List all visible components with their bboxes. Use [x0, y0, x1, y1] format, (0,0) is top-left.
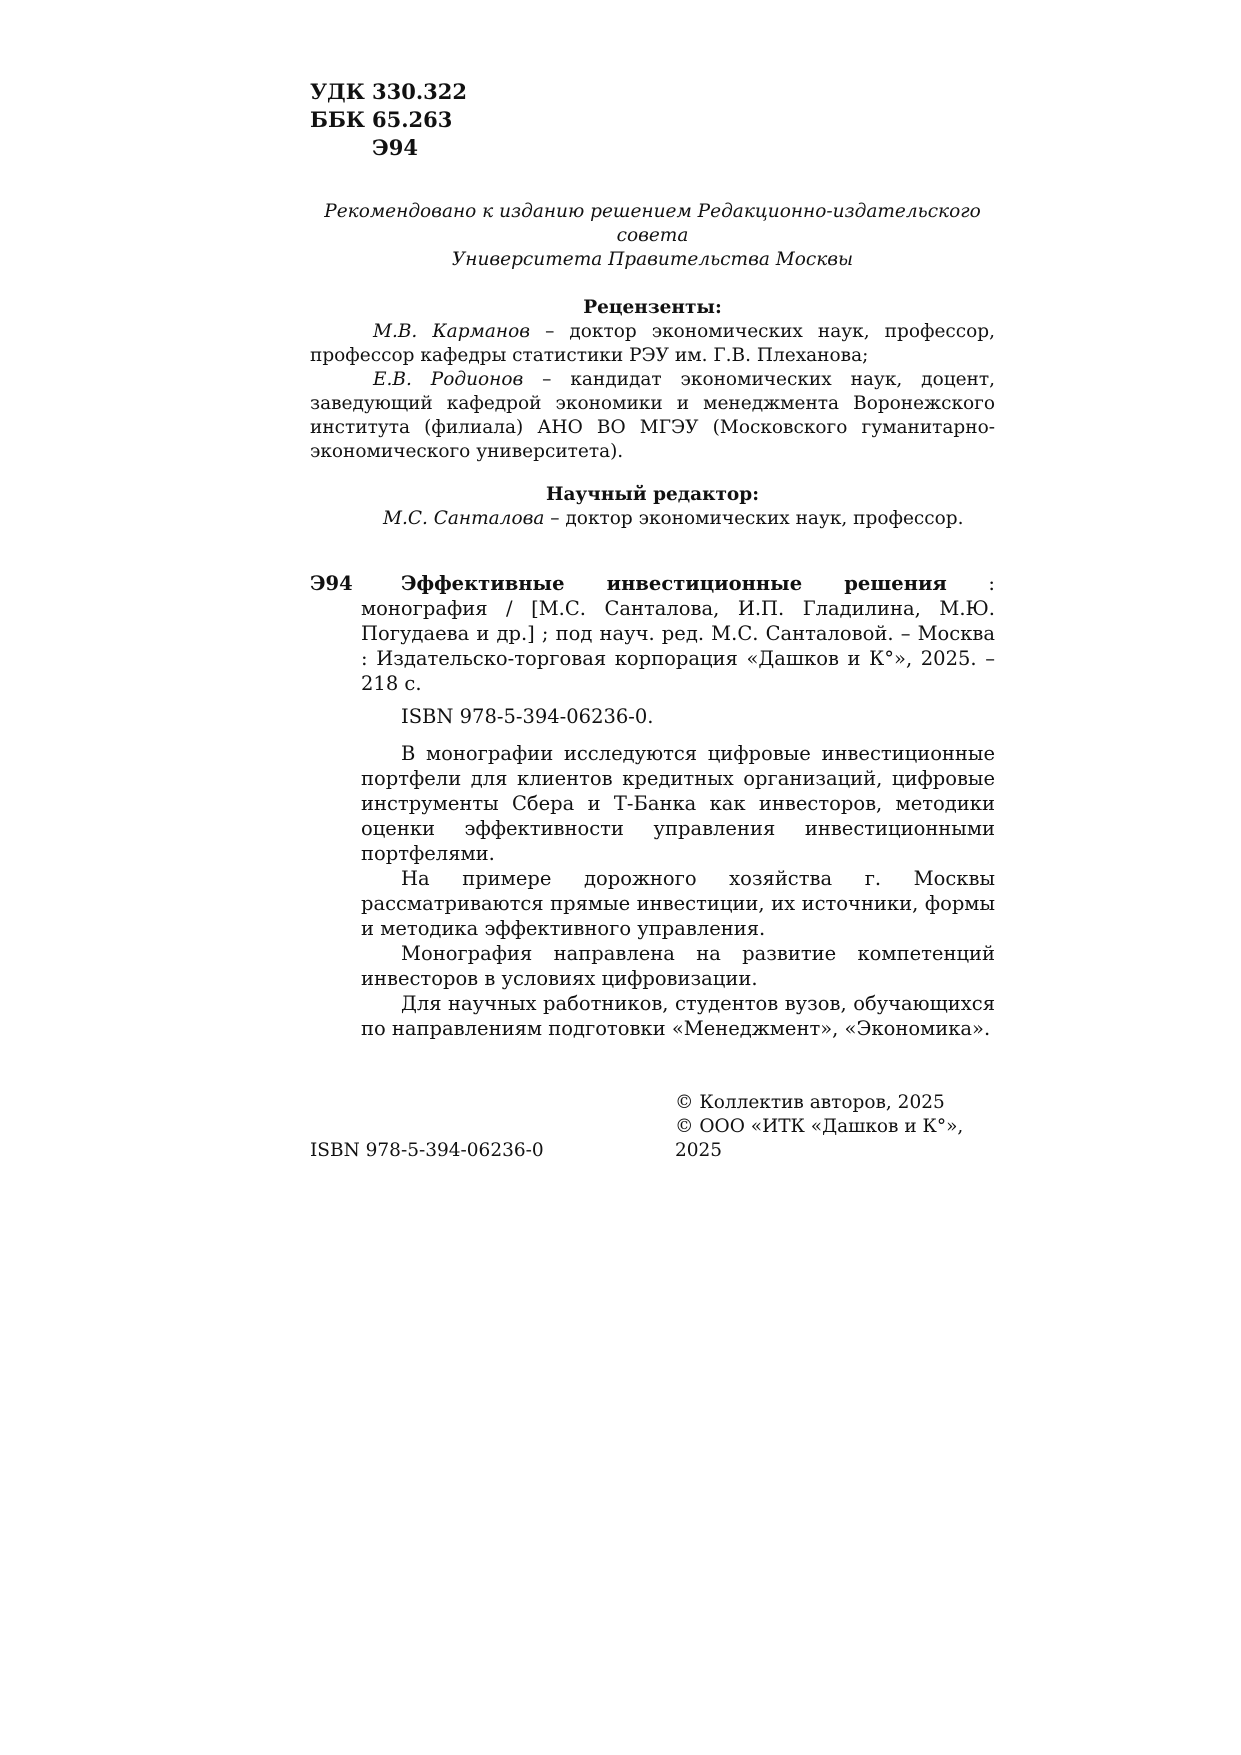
bbk-row: [310, 106, 995, 134]
catalog-isbn: ISBN 978-5-394-06236-0.: [401, 705, 654, 728]
copyright-authors: © Коллектив авторов, 2025: [675, 1092, 945, 1113]
catalog-entry: [310, 571, 995, 1041]
abstract-paragraph: Для научных работников, студентов вузов, обучающихся по направлениям подготовки «Менеджмент», «Экономика».: [361, 992, 995, 1040]
reviewer-2-name: Е.В. Родионов: [373, 369, 524, 390]
catalog-description: [361, 571, 995, 696]
footer-isbn: ISBN 978-5-394-06236-0: [310, 1140, 544, 1161]
recommendation-line-1: Рекомендовано к изданию решением Редакционно-издательского совета: [324, 201, 981, 246]
copyright-publisher: © ООО «ИТК «Дашков и К°», 2025: [675, 1116, 964, 1161]
footer: [310, 1091, 995, 1163]
reviewers-heading: Рецензенты:: [583, 297, 722, 318]
reviewer-1-text: – доктор экономических наук, профессор, профессор кафедры статистики РЭУ им. Г.В. Плеханова;: [310, 321, 995, 366]
abstract-paragraph: В монографии исследуются цифровые инвестиционные портфели для клиентов кредитных организаций, цифровые инструменты Сбера и Т-Банка как инвесторов, методики оценки эффективности управления инвестиционными портфелями.: [361, 742, 995, 865]
scientific-editor-block: [310, 483, 995, 531]
bbk-label: ББК: [310, 107, 365, 132]
abstract-paragraph: На примере дорожного хозяйства г. Москвы рассматриваются прямые инвестиции, их источники, формы и методика эффективного управления.: [361, 867, 995, 940]
recommendation-note: [310, 200, 995, 272]
author-mark: Э94: [372, 135, 418, 160]
abstract-paragraph: Монография направлена на развитие компетенций инвесторов в условиях цифровизации.: [361, 942, 995, 990]
reviewer-1-name: М.В. Карманов: [373, 321, 531, 342]
recommendation-line-2: Университета Правительства Москвы: [451, 249, 854, 270]
reviewer-1: [310, 320, 995, 368]
copyrights: [675, 1091, 995, 1163]
book-title: Эффективные инвестиционные решения: [401, 572, 947, 595]
editor-name: М.С. Санталова: [383, 508, 545, 529]
editor-line: [310, 507, 995, 531]
reviewers-block: [310, 296, 995, 464]
reviewer-2-text: – кандидат экономических наук, доцент, заведующий кафедрой экономики и менеджмента Воронежского института (филиала) АНО ВО МГЭУ (Московского гуманитарно-экономического университета).: [310, 369, 995, 462]
catalog-code: Э94: [310, 572, 353, 595]
author-mark-row: [310, 134, 995, 162]
classification-codes: [310, 78, 995, 162]
catalog-body: [361, 571, 995, 1041]
bbk-value: 65.263: [372, 107, 453, 132]
imprint-page: [310, 78, 995, 1163]
editor-heading: Научный редактор:: [545, 484, 760, 505]
reviewer-2: [310, 368, 995, 464]
abstract: [361, 741, 995, 1041]
udk-row: [310, 78, 995, 106]
editor-text: – доктор экономических наук, профессор.: [544, 508, 964, 529]
udk-value: 330.322: [372, 79, 467, 104]
udk-label: УДК: [310, 79, 365, 104]
catalog-details: : монография / [М.С. Санталова, И.П. Гладилина, М.Ю. Погудаева и др.] ; под науч. ред. М.С. Санталовой. – Москва : Издательско-торговая корпорация «Дашков и К°», 2025. – 218 с.: [361, 572, 995, 695]
